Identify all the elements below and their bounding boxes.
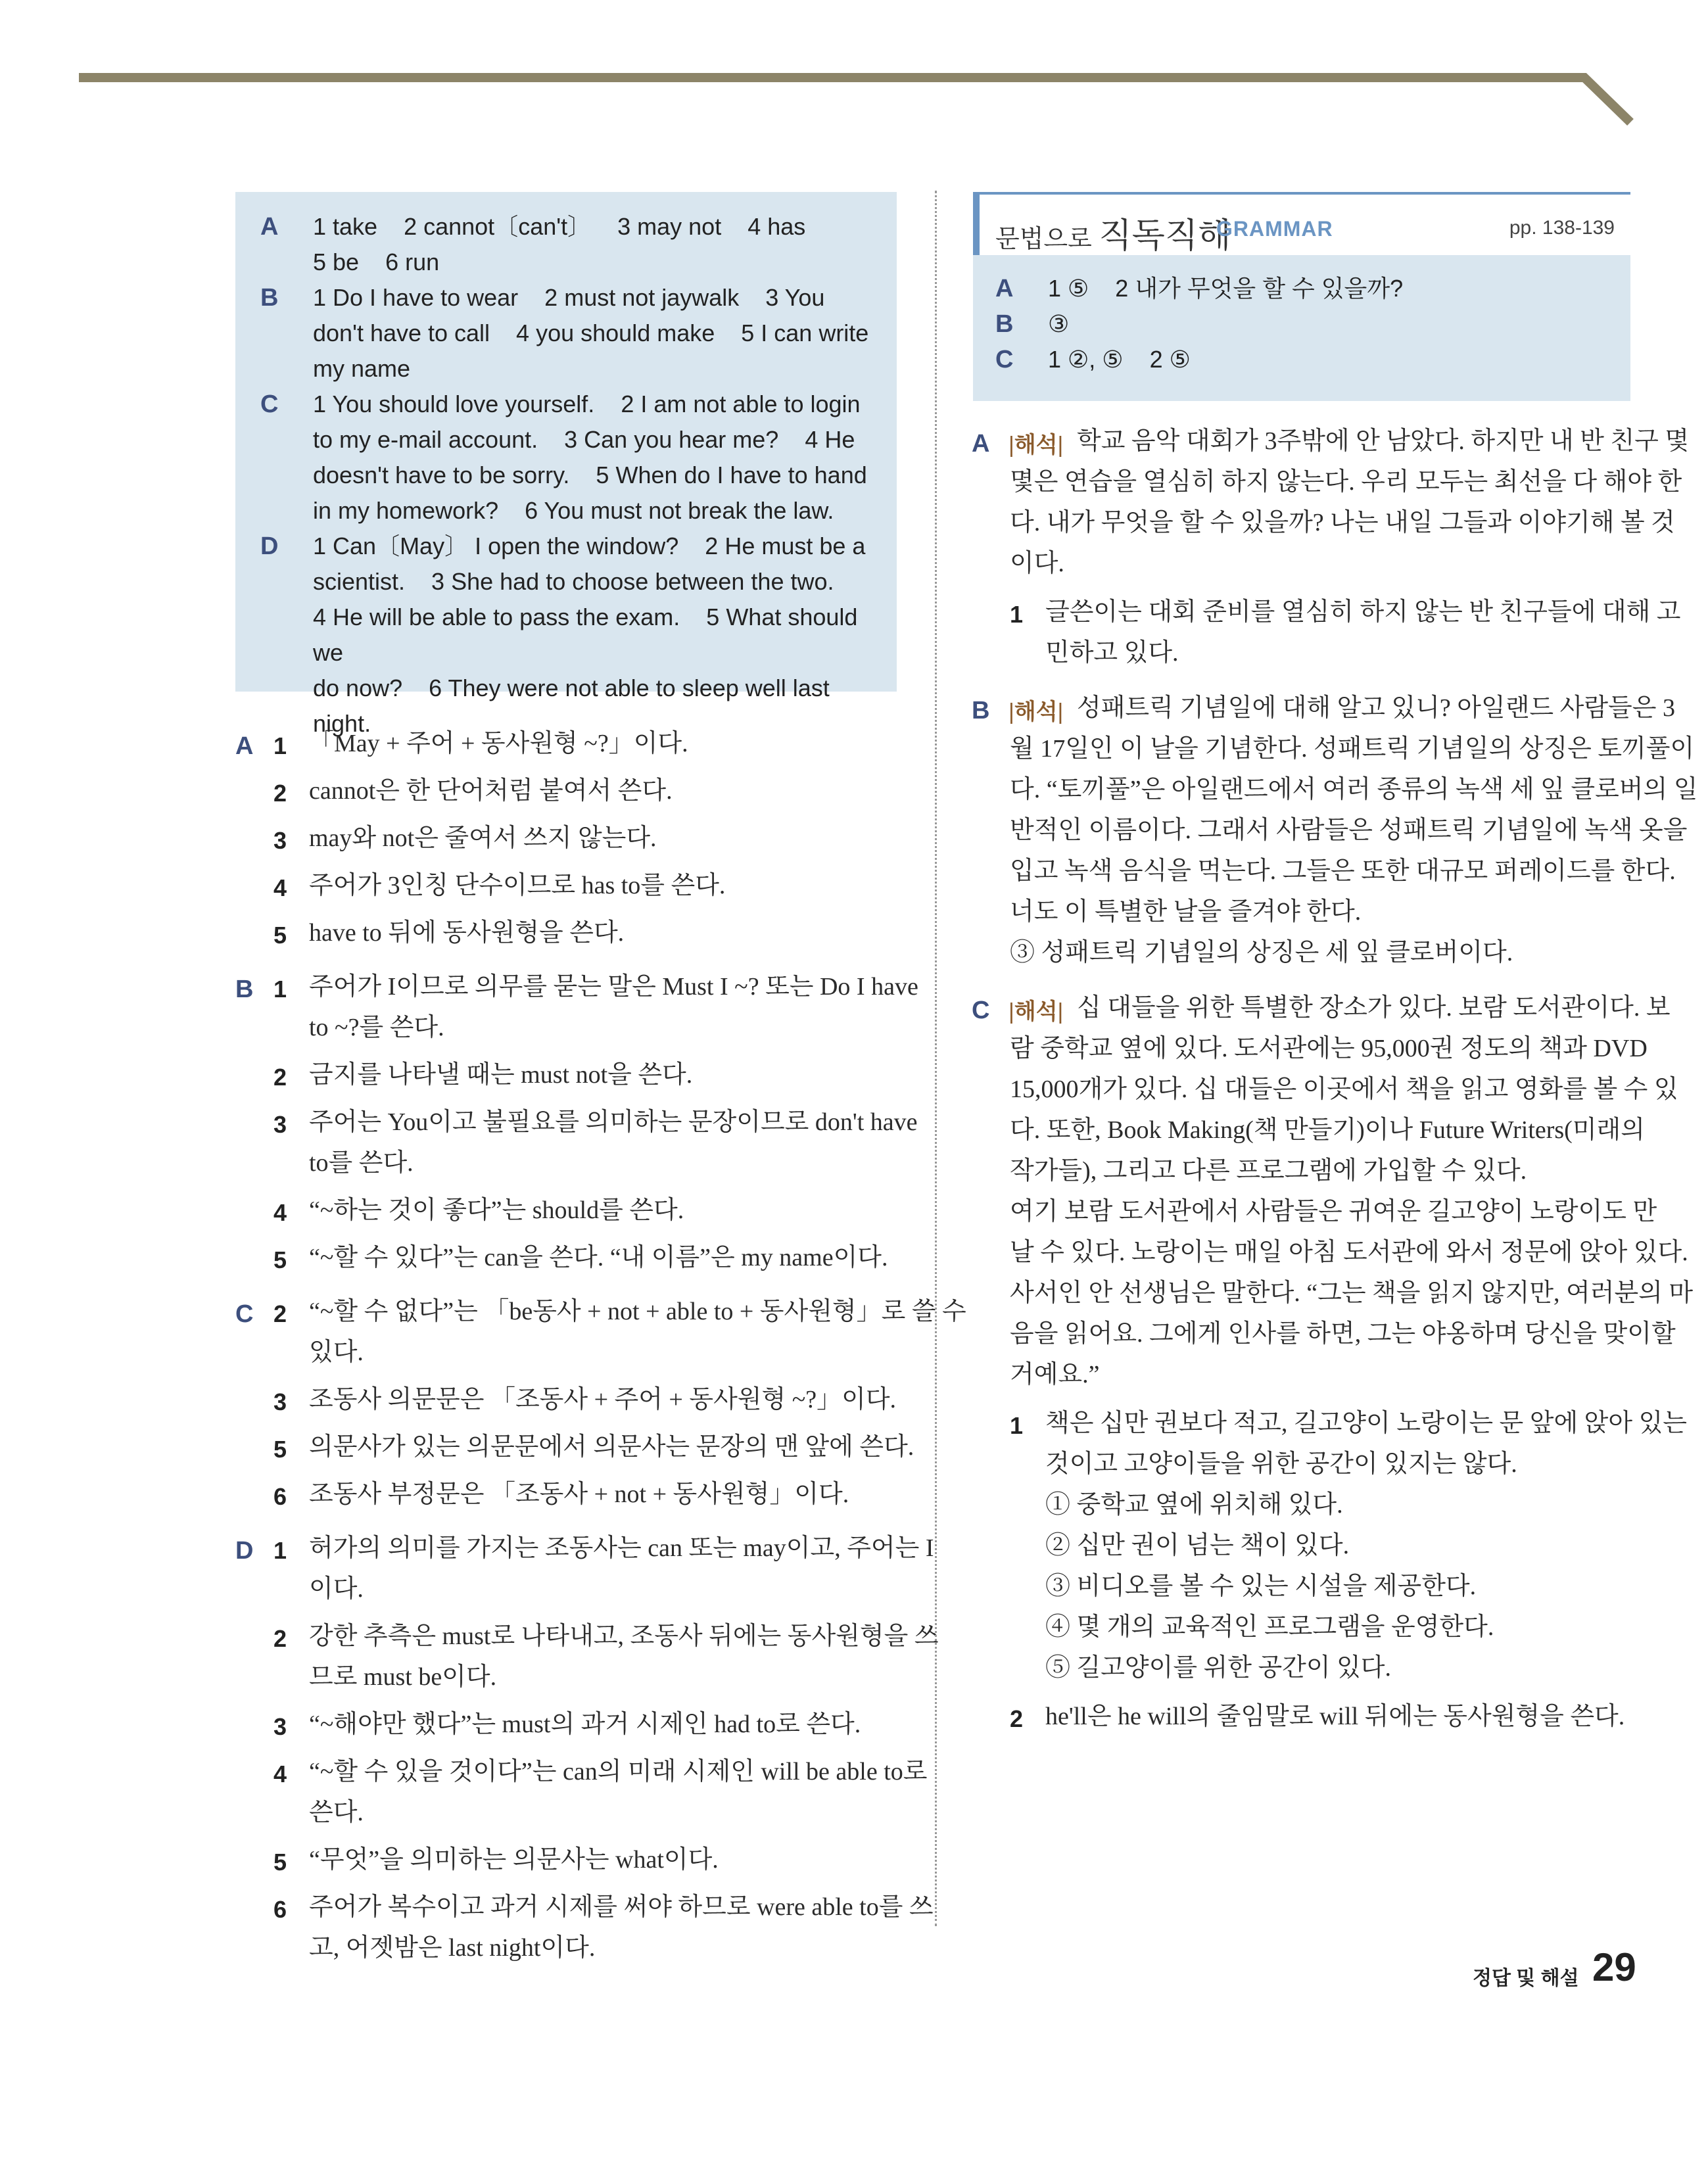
explanation-line: “~하는 것이 좋다”는 should를 쓴다.: [309, 1196, 684, 1224]
explanation-number: 6: [273, 1483, 287, 1510]
answer-line: 1 Do I have to wear 2 must not jaywalk 3 You: [313, 284, 825, 311]
explanation-number: 2: [273, 1064, 287, 1091]
header-tag: GRAMMAR: [1216, 217, 1333, 241]
explanation-number: 1: [273, 732, 287, 759]
explanation-section-label: A: [235, 732, 254, 760]
explanation-line: “무엇”을 의미하는 의문사는 what이다.: [309, 1846, 719, 1874]
explanation-number: 1: [1010, 1412, 1024, 1439]
answer-line: in my homework? 6 You must not break the law.: [313, 497, 834, 524]
explanation-line: 람 중학교 옆에 있다. 도서관에는 95,000권 정도의 책과 DVD: [1010, 1035, 1648, 1062]
explanation-section-label: C: [972, 997, 990, 1024]
answer-label: B: [995, 310, 1014, 338]
page-number: 29: [1592, 1945, 1636, 1989]
explanation-number: 5: [273, 1246, 287, 1273]
explanation-line: 입고 녹색 음식을 먹는다. 그들은 또한 대규모 퍼레이드를 한다.: [1010, 857, 1676, 885]
answer-row-C: [995, 342, 1191, 377]
explanation-number: 3: [273, 1111, 287, 1138]
haeseok-text: 해석: [1014, 699, 1058, 724]
explanation-line: cannot은 한 단어처럼 붙여서 쓴다.: [309, 777, 673, 805]
explanation-line: 십 대들을 위한 특별한 장소가 있다. 보람 도서관이다. 보: [1077, 994, 1671, 1022]
answer-row-A: [260, 209, 877, 280]
explanation-section-label: B: [235, 976, 254, 1003]
answer-label: C: [995, 346, 1014, 373]
explanation-line: 므로 must be이다.: [309, 1663, 497, 1691]
explanation-line: 다. 내가 무엇을 할 수 있을까? 나는 내일 그들과 이야기해 볼 것: [1010, 509, 1675, 536]
haeseok-text: 해석: [1014, 433, 1058, 458]
explanation-line: 「May + 주어 + 동사원형 ~?」이다.: [309, 730, 688, 757]
bracket: |: [1008, 433, 1014, 458]
section-header: [973, 192, 1630, 255]
explanation-line: 있다.: [309, 1338, 364, 1366]
explanation-line: have to 뒤에 동사원형을 쓴다.: [309, 919, 625, 947]
answer-row-B: [260, 280, 877, 387]
answer-row-D: [260, 529, 877, 742]
explanation-line: 조동사 부정문은 「조동사 + not + 동사원형」이다.: [309, 1480, 849, 1508]
answer-line: do now? 6 They were not able to sleep well last night.: [313, 674, 836, 737]
explanation-line: 금지를 나타낼 때는 must not을 쓴다.: [309, 1061, 693, 1089]
explanation-line: 거예요.”: [1010, 1361, 1100, 1388]
answer-line: 5 be 6 run: [313, 248, 440, 275]
explanation-line: 음을 읽어요. 그에게 인사를 하면, 그는 야옹하며 당신을 맞이할: [1010, 1320, 1676, 1348]
explanation-number: 5: [273, 1436, 287, 1463]
explanation-section-label: C: [235, 1300, 254, 1328]
explanation-line: 날 수 있다. 노랑이는 매일 아침 도서관에 와서 정문에 앉아 있다.: [1010, 1239, 1688, 1266]
explanation-line: 여기 보람 도서관에서 사람들은 귀여운 길고양이 노랑이도 만: [1010, 1198, 1657, 1225]
explanation-number: 2: [273, 1300, 287, 1327]
answer-row-C: [260, 387, 877, 529]
explanation-line: 글쓴이는 대회 준비를 열심히 하지 않는 반 친구들에 대해 고: [1045, 598, 1681, 626]
answer-text: 1 ⑤ 2 내가 무엇을 할 수 있을까?: [1048, 275, 1404, 302]
haeseok-label: [1008, 991, 1063, 1032]
explanation-number: 5: [273, 1849, 287, 1876]
haeseok-label: [1008, 425, 1063, 465]
answer-line: doesn't have to be sorry. 5 When do I have to hand: [313, 461, 867, 488]
explanation-number: 2: [273, 780, 287, 807]
explanation-number: 4: [273, 1199, 287, 1226]
explanation-number: 1: [273, 1537, 287, 1564]
explanation-section-label: A: [972, 430, 990, 458]
answer-label: A: [995, 275, 1014, 302]
bracket: |: [1008, 699, 1014, 724]
answer-line: 1 Can〔May〕 I open the window? 2 He must be a: [313, 532, 866, 559]
answer-label: D: [260, 532, 279, 560]
header-prefix: 문법으로: [995, 225, 1092, 253]
header-main-title: 직독직해: [1099, 217, 1231, 255]
header-title: [995, 208, 1231, 257]
explanation-line: to ~?를 쓴다.: [309, 1014, 444, 1041]
explanation-section-label: B: [972, 697, 990, 724]
explanation-line: 허가의 의미를 가지는 조동사는 can 또는 may이고, 주어는 I: [309, 1534, 934, 1562]
bracket: |: [1057, 999, 1064, 1024]
explanation-line: 너도 이 특별한 날을 즐겨야 한다.: [1010, 898, 1362, 926]
answer-text: 1 ②, ⑤ 2 ⑤: [1048, 346, 1191, 373]
explanation-line: ③ 비디오를 볼 수 있는 시설을 제공한다.: [1045, 1572, 1477, 1600]
explanation-line: “~할 수 있을 것이다”는 can의 미래 시제인 will be able to로: [309, 1758, 928, 1785]
explanation-line: 의문사가 있는 의문문에서 의문사는 문장의 맨 앞에 쓴다.: [309, 1433, 914, 1461]
explanation-line: “~할 수 없다”는 「be동사 + not + able to + 동사원형」로 쓸 수: [309, 1298, 966, 1325]
answer-line: scientist. 3 She had to choose between the two.: [313, 568, 834, 595]
answer-label: C: [260, 390, 279, 418]
explanation-line: 것이고 고양이들을 위한 공간이 있지는 않다.: [1045, 1450, 1517, 1478]
explanation-line: 민하고 있다.: [1045, 639, 1179, 667]
explanation-line: he'll은 he will의 줄임말로 will 뒤에는 동사원형을 쓴다.: [1045, 1703, 1625, 1730]
bracket: |: [1057, 433, 1064, 458]
explanation-number: 4: [273, 1760, 287, 1787]
explanation-line: may와 not은 줄여서 쓰지 않는다.: [309, 824, 657, 852]
explanation-line: ① 중학교 옆에 위치해 있다.: [1045, 1491, 1343, 1519]
bracket: |: [1008, 999, 1014, 1024]
answer-line: 1 take 2 cannot〔can't〕 3 may not 4 has: [313, 213, 806, 240]
answer-label: B: [260, 284, 279, 312]
explanation-number: 5: [273, 922, 287, 949]
explanation-line: ③ 성패트릭 기념일의 상징은 세 잎 클로버이다.: [1010, 939, 1513, 966]
explanation-line: 이다.: [309, 1575, 364, 1603]
explanation-line: 주어가 I이므로 의무를 묻는 말은 Must I ~? 또는 Do I have: [309, 973, 918, 1001]
explanation-line: 성패트릭 기념일에 대해 알고 있니? 아일랜드 사람들은 3: [1077, 694, 1675, 722]
answer-line: my name: [313, 355, 411, 382]
explanation-line: 사서인 안 선생님은 말한다. “그는 책을 읽지 않지만, 여러분의 마: [1010, 1279, 1694, 1307]
answer-row-A: [995, 271, 1403, 306]
explanation-number: 6: [273, 1896, 287, 1923]
explanation-line: 반적인 이름이다. 그래서 사람들은 성패트릭 기념일에 녹색 옷을: [1010, 816, 1688, 844]
explanation-line: “~해야만 했다”는 must의 과거 시제인 had to로 쓴다.: [309, 1711, 861, 1738]
answer-line: 4 He will be able to pass the exam. 5 What should we: [313, 603, 865, 666]
explanation-line: 주어는 You이고 불필요를 의미하는 문장이므로 don't have: [309, 1108, 918, 1136]
explanation-number: 3: [273, 1713, 287, 1740]
answer-label: A: [260, 213, 279, 241]
explanation-line: 주어가 복수이고 과거 시제를 써야 하므로 were able to를 쓰: [309, 1893, 934, 1921]
footer-label: 정답 및 해설: [1473, 1968, 1579, 1989]
answer-text: ③: [1048, 310, 1070, 337]
explanation-line: to를 쓴다.: [309, 1149, 414, 1177]
answer-line: to my e-mail account. 3 Can you hear me? 4 He: [313, 426, 855, 453]
top-rule: [0, 0, 1708, 131]
haeseok-label: [1008, 692, 1063, 732]
explanation-line: 주어가 3인칭 단수이므로 has to를 쓴다.: [309, 872, 726, 899]
explanation-number: 4: [273, 874, 287, 901]
explanation-number: 1: [1010, 601, 1024, 628]
answer-line: don't have to call 4 you should make 5 I can write: [313, 319, 869, 346]
explanation-line: 다. 또한, Book Making(책 만들기)이나 Future Writers(미래의: [1010, 1116, 1645, 1144]
explanation-number: 2: [1010, 1705, 1024, 1732]
explanation-line: 쓴다.: [309, 1799, 364, 1826]
answer-row-B: [995, 306, 1069, 342]
explanation-number: 3: [273, 1388, 287, 1415]
explanation-line: 월 17일인 이 날을 기념한다. 성패트릭 기념일의 상징은 토끼풀이: [1010, 735, 1695, 763]
explanation-line: “~할 수 있다”는 can을 쓴다. “내 이름”은 my name이다.: [309, 1244, 888, 1271]
haeseok-text: 해석: [1014, 999, 1058, 1024]
explanation-line: 몇은 연습을 열심히 하지 않는다. 우리 모두는 최선을 다 해야 한: [1010, 468, 1682, 496]
explanation-line: 고, 어젯밤은 last night이다.: [309, 1934, 596, 1962]
answer-box-right: [973, 255, 1630, 401]
column-divider: [935, 191, 937, 1926]
explanation-line: ⑤ 길고양이를 위한 공간이 있다.: [1045, 1654, 1391, 1682]
explanation-line: 15,000개가 있다. 십 대들은 이곳에서 책을 읽고 영화를 볼 수 있: [1010, 1075, 1678, 1103]
explanation-number: 2: [273, 1625, 287, 1652]
explanation-line: 강한 추측은 must로 나타내고, 조동사 뒤에는 동사원형을 쓰: [309, 1622, 939, 1650]
answer-line: 1 You should love yourself. 2 I am not able to login: [313, 390, 861, 417]
explanation-number: 1: [273, 976, 287, 1003]
page-range: pp. 138-139: [1509, 217, 1615, 239]
bracket: |: [1057, 699, 1064, 724]
explanation-line: 학교 음악 대회가 3주밖에 안 남았다. 하지만 내 반 친구 몇: [1077, 427, 1690, 455]
explanation-line: 작가들), 그리고 다른 프로그램에 가입할 수 있다.: [1010, 1157, 1527, 1185]
explanation-number: 3: [273, 827, 287, 854]
answer-box-left: [235, 192, 897, 737]
explanation-section-label: D: [235, 1537, 254, 1565]
explanation-line: 조동사 의문문은 「조동사 + 주어 + 동사원형 ~?」이다.: [309, 1386, 897, 1413]
explanation-line: ② 십만 권이 넘는 책이 있다.: [1045, 1532, 1350, 1559]
explanation-line: 다. “토끼풀”은 아일랜드에서 여러 종류의 녹색 세 잎 클로버의 일: [1010, 776, 1698, 803]
explanation-line: 책은 십만 권보다 적고, 길고양이 노랑이는 문 앞에 앉아 있는: [1045, 1409, 1687, 1437]
explanation-line: 이다.: [1010, 550, 1064, 577]
explanation-line: ④ 몇 개의 교육적인 프로그램을 운영한다.: [1045, 1613, 1494, 1641]
